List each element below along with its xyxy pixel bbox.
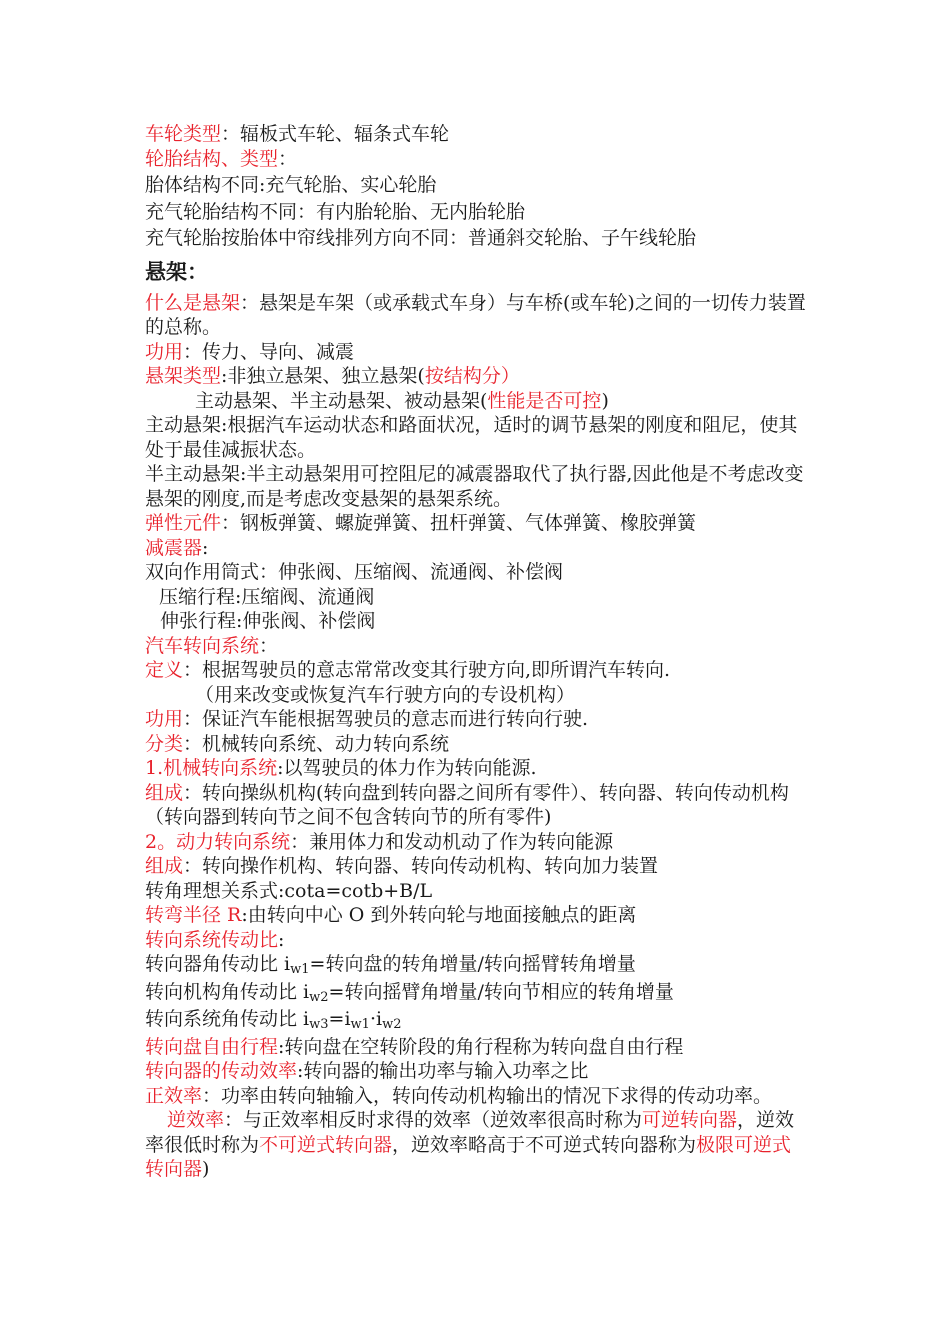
carcass-structure-line: 胎体结构不同:充气轮胎、实心轮胎: [145, 174, 437, 196]
tire-structure-line: 轮胎结构、类型：: [145, 147, 298, 170]
term-steering-system: 汽车转向系统: [145, 634, 260, 657]
term-what-is-suspension: 什么是悬架: [145, 291, 241, 314]
ideal-angle-relation-line: 转角理想关系式:cota=cotb+B/L: [145, 879, 433, 902]
term-forward-efficiency: 正效率: [145, 1084, 203, 1107]
term-definition: 定义: [145, 659, 184, 681]
term-power-steering: 2。动力转向系统: [145, 830, 291, 853]
shock-absorber-line: 减震器:: [145, 536, 209, 559]
steering-function-line: 功用：保证汽车能根据驾驶员的意志而进行转向行驶.: [145, 708, 589, 730]
pneumatic-structure-line: 充气轮胎结构不同：有内胎轮胎、无内胎轮胎: [145, 200, 526, 223]
term-turning-radius: 转弯半径 R: [145, 904, 242, 926]
active-suspension-para: 主动悬架:根据汽车运动状态和路面状况，适时的调节悬架的刚度和阻尼，使其处于最佳减振状态。: [145, 414, 798, 461]
term-composition-2: 组成: [145, 855, 184, 877]
steering-system-line: 汽车转向系统：: [145, 634, 279, 657]
efficiency-line: 转向器的传动效率:转向器的输出功率与输入功率之比: [145, 1060, 589, 1082]
turning-radius-line: 转弯半径 R:由转向中心 O 到外转向轮与地面接触点的距离: [145, 904, 637, 926]
suspension-types-line: 悬架类型:非独立悬架、独立悬架(按结构分）: [145, 365, 520, 387]
term-steering-ratio: 转向系统传动比: [145, 928, 279, 951]
ply-direction-line: 充气轮胎按胎体中帘线排列方向不同：普通斜交轮胎、子午线轮胎: [145, 227, 697, 249]
definition-note-line: （用来改变或恢复汽车行驶方向的专设机构）: [195, 683, 576, 706]
elastic-elements-line: 弹性元件：钢板弹簧、螺旋弹簧、扭杆弹簧、气体弹簧、橡胶弹簧: [145, 512, 697, 534]
term-shock-absorber: 减震器: [145, 536, 203, 559]
term-mechanical-steering: 1.机械转向系统: [145, 757, 278, 779]
term-function: 功用: [145, 340, 184, 363]
section-heading-suspension: 悬架：: [145, 259, 208, 284]
suspension-definition-para: 什么是悬架：悬架是车架（或承载式车身）与车桥(或车轮)之间的一切传力装置的总称。: [145, 291, 806, 338]
reverse-efficiency-para: 逆效率：与正效率相反时求得的效率（逆效率很高时称为可逆转向器，逆效率很低时称为不可逆式转向器，逆效率略高于不可逆式转向器称为极限可逆式转向器): [145, 1109, 795, 1180]
extension-stroke-line: 伸张行程:伸张阀、补偿阀: [160, 610, 376, 632]
mechanical-steering-line: 1.机械转向系统:以驾驶员的体力作为转向能源.: [145, 757, 537, 779]
composition-para-1: 组成：转向操纵机构(转向盘到转向器之间所有零件）、转向器、转向传动机构（转向器到转向节之间不包含转向节的所有零件): [145, 781, 789, 828]
classification-line: 分类：机械转向系统、动力转向系统: [145, 732, 450, 755]
semi-active-suspension-para: 半主动悬架:半主动悬架用可控阻尼的减震器取代了执行器,因此他是不考虑改变悬架的刚度,而是考虑改变悬架的悬架系统。: [145, 463, 804, 510]
definition-line: 定义：根据驾驶员的意志常常改变其行驶方向,即所谓汽车转向.: [145, 659, 671, 681]
linkage-angle-ratio-line: 转向机构角传动比 $i_{w2}=$转向摇臂角增量/转向节相应的转角增量: [145, 980, 674, 1005]
double-acting-line: 双向作用筒式：伸张阀、压缩阀、流通阀、补偿阀: [145, 561, 564, 583]
suspension-function-line: 功用：传力、导向、减震: [145, 340, 355, 363]
system-angle-ratio-line: 转向系统角传动比 $i_{w3}=i_{w1}\cdot i_{w2}$: [145, 1008, 402, 1032]
term-tire-structure: 轮胎结构、类型: [145, 147, 279, 170]
power-steering-line: 2。动力转向系统：兼用体力和发动机动了作为转向能源: [145, 830, 614, 853]
term-efficiency: 转向器的传动效率: [145, 1060, 298, 1082]
term-function-2: 功用: [145, 708, 184, 730]
forward-efficiency-para: 正效率：功率由转向轴输入，转向传动机构输出的情况下求得的传动功率。: [145, 1084, 773, 1107]
term-elastic-elements: 弹性元件: [145, 512, 222, 534]
term-wheel-types: 车轮类型: [145, 123, 222, 145]
document-body: [145, 122, 810, 1182]
gear-angle-ratio-line: 转向器角传动比 $i_{w1}=$转向盘的转角增量/转向摇臂转角增量: [145, 953, 636, 977]
term-reverse-efficiency: 逆效率: [167, 1109, 225, 1131]
term-free-play: 转向盘自由行程: [145, 1035, 279, 1058]
steering-ratio-line: 转向系统传动比:: [145, 928, 285, 951]
free-play-line: 转向盘自由行程:转向盘在空转阶段的角行程称为转向盘自由行程: [145, 1035, 684, 1058]
term-classification: 分类: [145, 732, 184, 755]
compression-stroke-line: 压缩行程:压缩阀、流通阀: [159, 585, 375, 608]
active-passive-line: 主动悬架、半主动悬架、被动悬架(性能是否可控): [195, 389, 609, 412]
term-composition: 组成: [145, 781, 184, 804]
composition-line-2: 组成：转向操作机构、转向器、转向传动机构、转向加力装置: [145, 855, 659, 877]
wheel-types-line: 车轮类型：辐板式车轮、辐条式车轮: [145, 123, 450, 145]
term-suspension-types: 悬架类型: [145, 365, 222, 387]
